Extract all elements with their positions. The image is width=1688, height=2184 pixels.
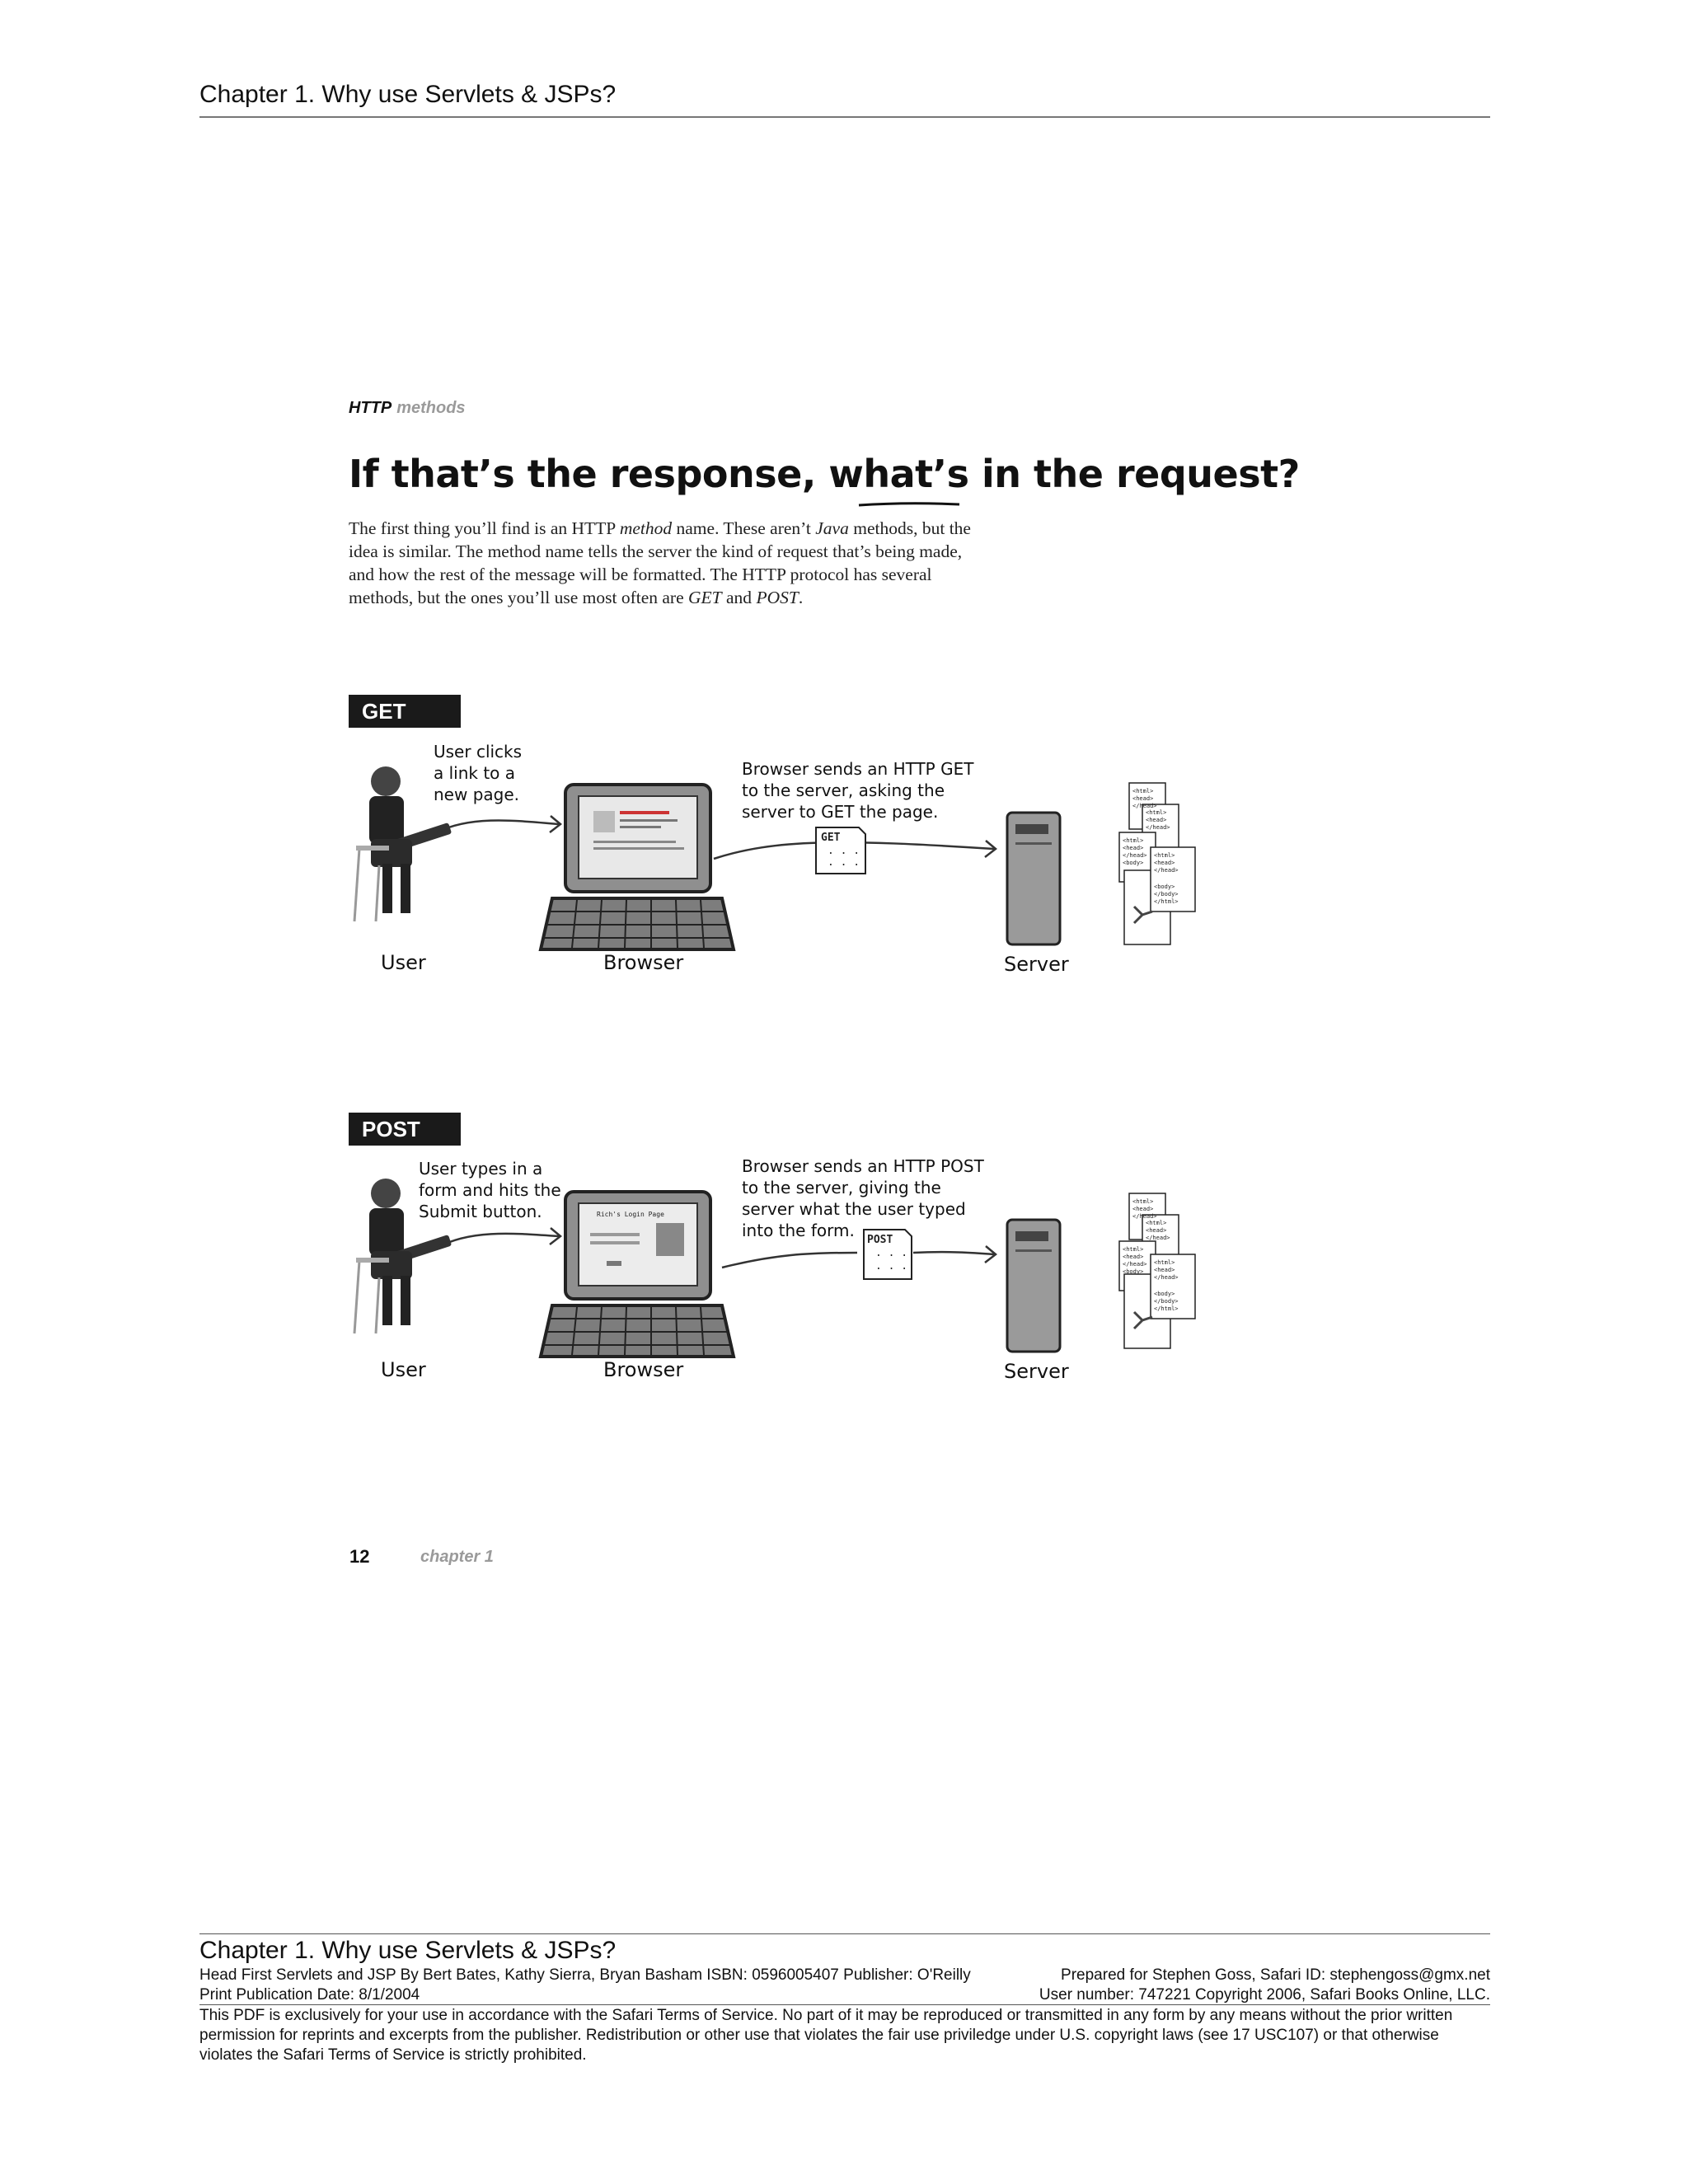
page-chapter-label: chapter 1 xyxy=(420,1548,494,1566)
svg-text:POST: POST xyxy=(867,1234,893,1246)
svg-text:. . .: . . . xyxy=(828,856,860,869)
post-user-note-line: Submit button. xyxy=(419,1202,542,1221)
post-caption-user: User xyxy=(381,1358,426,1381)
get-user-figure xyxy=(354,766,452,921)
html-doc-line: <body> xyxy=(1154,883,1175,890)
intro-get-word: GET xyxy=(688,588,722,607)
html-doc-line: <html> xyxy=(1132,1198,1154,1205)
intro-java-word: Java xyxy=(815,518,849,538)
html-doc-line: </head> xyxy=(1132,1213,1157,1220)
html-doc-line: <html> xyxy=(1123,837,1144,844)
html-doc-line: </head> xyxy=(1146,1235,1170,1241)
footer-date-line xyxy=(199,1986,1490,2004)
html-doc-line: <html> xyxy=(1146,809,1167,816)
get-browser-note-line: to the server, asking the xyxy=(742,780,945,800)
html-doc-line: </head> xyxy=(1132,803,1157,809)
html-doc-line: <head> xyxy=(1123,845,1144,851)
html-doc-line: <head> xyxy=(1132,795,1154,802)
html-doc-line: </html> xyxy=(1154,1305,1179,1312)
html-doc-line: <head> xyxy=(1146,817,1167,823)
html-doc-line: </head> xyxy=(1123,1261,1147,1268)
intro-and-word: and xyxy=(721,588,757,607)
page-headline xyxy=(349,452,1300,496)
intro-post-word: POST xyxy=(756,588,799,607)
get-request-document xyxy=(816,827,865,874)
html-doc-line: <head> xyxy=(1154,1267,1175,1273)
html-doc-line: <html> xyxy=(1154,852,1175,859)
post-user-note-line: User types in a xyxy=(419,1159,543,1179)
post-user-note-line: form and hits the xyxy=(419,1180,561,1200)
get-caption-user: User xyxy=(381,951,426,974)
post-browser-note-line: into the form. xyxy=(742,1221,855,1240)
html-doc-line: <html> xyxy=(1123,1246,1144,1253)
html-doc-line: </head> xyxy=(1123,852,1147,859)
html-doc-line: <head> xyxy=(1123,1254,1144,1260)
get-user-note-line: a link to a xyxy=(434,763,516,783)
headline-underline-stroke xyxy=(857,502,961,507)
html-doc-line: </html> xyxy=(1154,898,1179,905)
html-doc-line: <head> xyxy=(1132,1206,1154,1212)
get-user-note-line: new page. xyxy=(434,785,520,804)
get-user-note-line: User clicks xyxy=(434,742,523,762)
intro-method-word: method xyxy=(619,518,673,538)
intro-end: . xyxy=(798,588,804,607)
headline-underlined-word: request xyxy=(1115,452,1278,496)
html-doc-line: <head> xyxy=(1154,860,1175,866)
svg-text:. . .: . . . xyxy=(875,1260,908,1272)
running-header-title: Chapter 1. Why use Servlets & JSPs? xyxy=(199,81,617,108)
get-browser-note-line: Browser sends an HTTP GET xyxy=(742,759,974,779)
svg-text:. . .: . . . xyxy=(828,845,860,857)
header-rule xyxy=(199,116,1490,118)
footer-pub-date: Print Publication Date: 8/1/2004 xyxy=(199,1986,420,2004)
post-html-documents xyxy=(1119,1193,1195,1348)
footer-prepared-for: Prepared for Stephen Goss, Safari ID: stephengoss@gmx.net xyxy=(1061,1966,1490,1984)
html-doc-line: </head> xyxy=(1146,824,1170,831)
post-browser-note-line: server what the user typed xyxy=(742,1199,966,1219)
footer-rule-bottom xyxy=(199,2004,1490,2005)
post-browser-computer xyxy=(541,1192,734,1357)
get-server-tower xyxy=(1007,813,1060,944)
html-doc-line: <body> xyxy=(1123,860,1144,866)
post-label: POST xyxy=(349,1113,461,1146)
html-doc-line: </head> xyxy=(1154,867,1179,874)
post-caption-browser: Browser xyxy=(603,1358,684,1381)
page-number: 12 xyxy=(349,1546,370,1567)
get-browser-note-line: server to GET the page. xyxy=(742,802,939,822)
intro-paragraph xyxy=(349,517,975,609)
post-browser-note-line: to the server, giving the xyxy=(742,1178,941,1197)
get-diagram-illustration xyxy=(346,742,1236,956)
html-doc-line: </body> xyxy=(1154,891,1179,898)
post-user-figure xyxy=(354,1179,452,1333)
footer-rule-top xyxy=(199,1933,1490,1934)
html-doc-line: <head> xyxy=(1146,1227,1167,1234)
svg-text:GET: GET xyxy=(821,832,841,844)
html-doc-line: <html> xyxy=(1132,788,1154,794)
get-caption-server: Server xyxy=(1004,953,1069,976)
intro-text-1: The first thing you’ll find is an HTTP xyxy=(349,518,620,538)
intro-text-2: name. These aren’t xyxy=(672,518,816,538)
footer-book-line xyxy=(199,1966,1490,1985)
footer-title: Chapter 1. Why use Servlets & JSPs? xyxy=(199,1937,617,1964)
get-html-documents xyxy=(1119,783,1195,944)
post-caption-server: Server xyxy=(1004,1360,1069,1383)
get-caption-browser: Browser xyxy=(603,951,684,974)
post-diagram-illustration xyxy=(346,1151,1236,1365)
section-tag-bold: HTTP xyxy=(349,399,392,417)
get-label: GET xyxy=(349,695,461,728)
post-browser-note-line: Browser sends an HTTP POST xyxy=(742,1156,984,1176)
post-request-document xyxy=(864,1230,912,1279)
svg-text:. . .: . . . xyxy=(875,1247,908,1259)
footer-book-info: Head First Servlets and JSP By Bert Bates, Kathy Sierra, Bryan Basham ISBN: 0596005407 Publisher: O'Reilly xyxy=(199,1966,971,1984)
html-doc-line: <body> xyxy=(1123,1268,1144,1275)
html-doc-line: <html> xyxy=(1154,1259,1175,1266)
footer-legal-notice: This PDF is exclusively for your use in accordance with the Safari Terms of Service. No part of it may be reproduced or transmitted in any form by any means without the prior written permission for reprints and excerpts from the publisher. Redistribution or other use that violates the fair use priviledge under U.S. copyright laws (see 17 USC107) or that otherwise violates the Safari Terms of Service is strictly prohibited. xyxy=(199,2007,1453,2064)
headline-text-before: If that’s the response, what’s in the xyxy=(349,452,1116,496)
section-tag-light: methods xyxy=(396,399,466,417)
intro-text-3: methods, but the idea is similar. The method name tells the server the kind of request that’s being made, and how the rest of the message will be formatted. The HTTP protocol has several methods, but the ones you’ll use most often are xyxy=(349,518,971,607)
html-doc-line: </head> xyxy=(1154,1274,1179,1281)
headline-text-after: ? xyxy=(1278,452,1300,496)
html-doc-line: </body> xyxy=(1154,1298,1179,1305)
svg-text:Rich's Login Page: Rich's Login Page xyxy=(597,1211,664,1218)
html-doc-line: <html> xyxy=(1146,1220,1167,1226)
get-browser-computer xyxy=(541,785,734,949)
html-doc-line: <body> xyxy=(1154,1291,1175,1297)
section-tag xyxy=(349,399,466,418)
post-server-tower xyxy=(1007,1220,1060,1352)
footer-user-number: User number: 747221 Copyright 2006, Safari Books Online, LLC. xyxy=(1039,1986,1490,2004)
